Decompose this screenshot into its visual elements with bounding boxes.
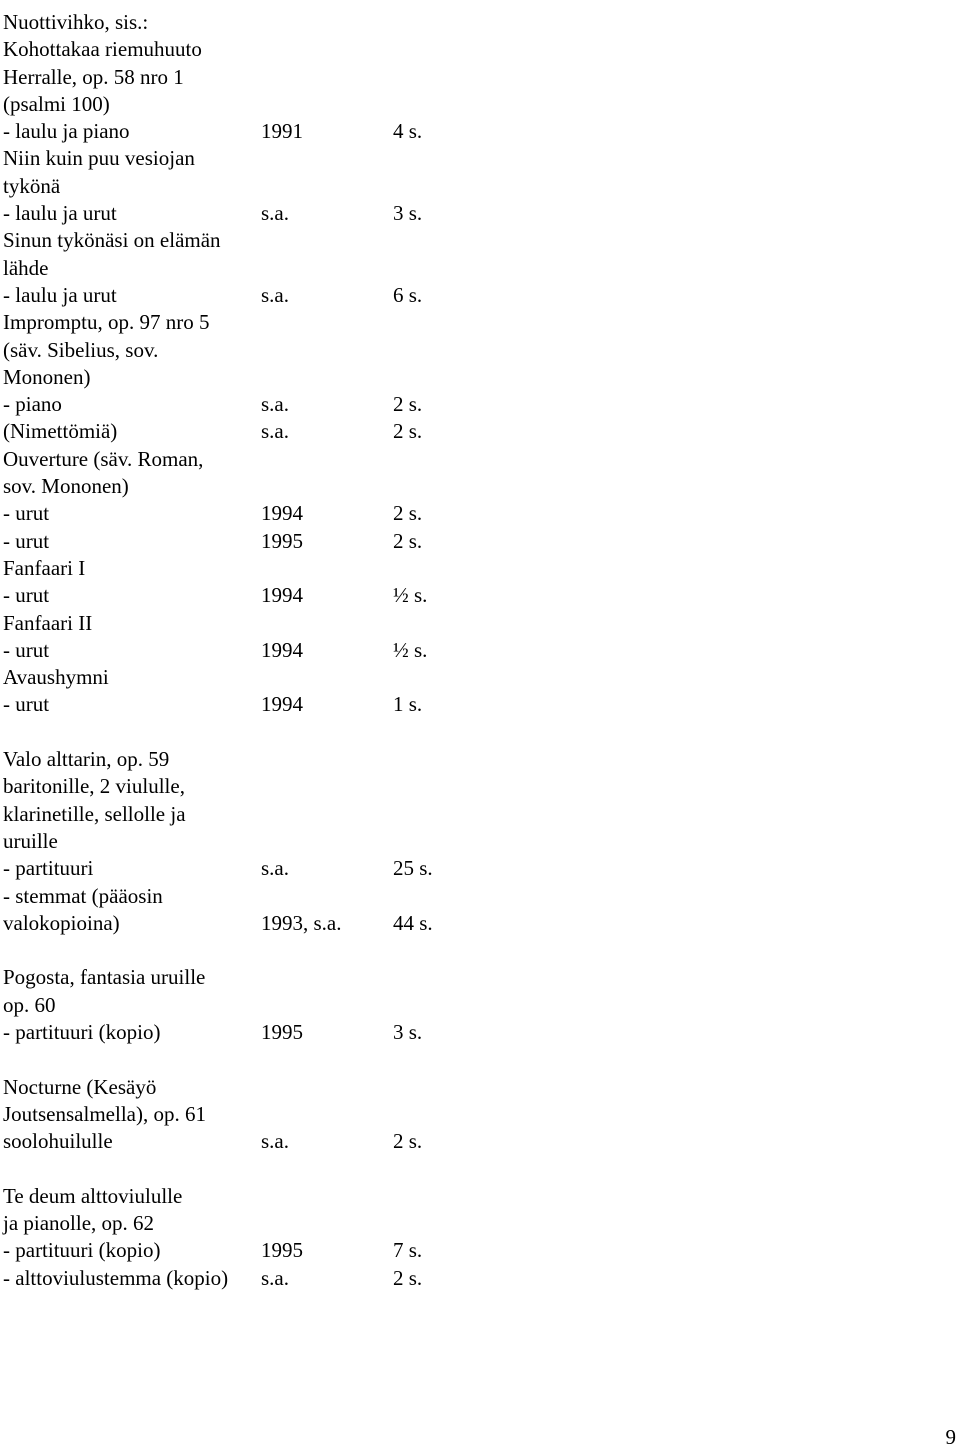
entry-text: soolohuilulle: [3, 1129, 113, 1154]
entry-text: Niin kuin puu vesiojan: [3, 146, 195, 171]
text-line: [3, 1128, 703, 1155]
entry-text: baritonille, 2 viululle,: [3, 774, 185, 799]
entry-text: - urut: [3, 637, 50, 662]
entry-text: Fanfaari I: [3, 555, 86, 580]
text-line: [3, 145, 703, 172]
entry-text: - urut: [3, 528, 50, 553]
text-line: [3, 1237, 703, 1264]
entry-text: - laulu ja urut: [3, 201, 117, 226]
entry-text: Avaushymni: [3, 665, 109, 690]
entry-text: - piano: [3, 392, 62, 417]
entry-year: 1993, s.a.: [261, 910, 342, 935]
entry-text: valokopioina): [3, 910, 120, 935]
entry-text: - urut: [3, 692, 50, 717]
text-line: [3, 1074, 703, 1101]
text-line: [3, 555, 703, 582]
text-line: [3, 828, 703, 855]
entry-text: Pogosta, fantasia uruille: [3, 965, 206, 990]
entry-text: (psalmi 100): [3, 91, 110, 116]
entry-pages: 2 s.: [393, 501, 423, 526]
entry-text: Herralle, op. 58 nro 1: [3, 64, 184, 89]
entry-pages: ½ s.: [393, 583, 428, 608]
text-line: [3, 1101, 703, 1128]
text-line: [3, 773, 703, 800]
text-line: [3, 227, 703, 254]
entry-text: - stemmat (pääosin: [3, 883, 163, 908]
entry-text: Impromptu, op. 97 nro 5: [3, 310, 210, 335]
entry-text: Sinun tykönäsi on elämän: [3, 228, 221, 253]
entry-pages: 2 s.: [393, 392, 423, 417]
entry-year: 1994: [261, 501, 303, 526]
entry-year: s.a.: [261, 392, 289, 417]
entry-pages: 3 s.: [393, 1019, 423, 1044]
entry-text: Kohottakaa riemuhuuto: [3, 37, 202, 62]
text-line: [3, 610, 703, 637]
entry-year: 1995: [261, 1238, 303, 1263]
entry-pages: 2 s.: [393, 419, 423, 444]
entry-text: (säv. Sibelius, sov.: [3, 337, 159, 362]
text-line: [3, 528, 703, 555]
entry-text: - partituuri: [3, 856, 94, 881]
text-line: [3, 664, 703, 691]
entry-text: - laulu ja urut: [3, 282, 117, 307]
text-line: [3, 855, 703, 882]
text-line: [3, 801, 703, 828]
entry-pages: 7 s.: [393, 1238, 423, 1263]
text-line: [3, 746, 703, 773]
entry-year: s.a.: [261, 282, 289, 307]
entry-pages: 6 s.: [393, 282, 423, 307]
entry-pages: 25 s.: [393, 856, 433, 881]
text-line: [3, 473, 703, 500]
text-line: [3, 200, 703, 227]
entry-year: 1994: [261, 637, 303, 662]
entry-text: - urut: [3, 583, 50, 608]
text-line: [3, 582, 703, 609]
entry-text: Ouverture (säv. Roman,: [3, 446, 204, 471]
blank-line: [3, 1155, 703, 1182]
text-line: [3, 64, 703, 91]
entry-text: Nuottivihko, sis.:: [3, 10, 149, 34]
entry-year: 1991: [261, 119, 303, 144]
entry-text: uruille: [3, 828, 58, 853]
text-line: [3, 118, 703, 145]
entry-text: klarinetille, sellolle ja: [3, 801, 186, 826]
entry-text: Joutsensalmella), op. 61: [3, 1101, 206, 1126]
entry-year: s.a.: [261, 1265, 289, 1290]
entry-text: tykönä: [3, 173, 61, 198]
entry-text: - partituuri (kopio): [3, 1019, 161, 1044]
text-line: [3, 337, 703, 364]
entry-text: - urut: [3, 501, 50, 526]
text-line: [3, 446, 703, 473]
entry-year: s.a.: [261, 201, 289, 226]
entry-text: - alttoviulustemma (kopio): [3, 1265, 229, 1290]
entry-text: lähde: [3, 255, 49, 280]
entry-year: 1994: [261, 692, 303, 717]
entry-text: (Nimettömiä): [3, 419, 118, 444]
text-line: [3, 964, 703, 991]
entry-year: 1995: [261, 1019, 303, 1044]
text-line: [3, 1265, 703, 1292]
text-line: [3, 1183, 703, 1210]
blank-line: [3, 719, 703, 746]
entry-text: Nocturne (Kesäyö: [3, 1074, 157, 1099]
entry-pages: ½ s.: [393, 637, 428, 662]
text-line: [3, 91, 703, 118]
entry-year: s.a.: [261, 856, 289, 881]
text-line: [3, 500, 703, 527]
text-line: [3, 1210, 703, 1237]
text-line: [3, 691, 703, 718]
entry-pages: 2 s.: [393, 528, 423, 553]
text-line: [3, 992, 703, 1019]
text-line: [3, 883, 703, 910]
text-line: [3, 418, 703, 445]
entry-text: Mononen): [3, 364, 91, 389]
entry-year: 1995: [261, 528, 303, 553]
entry-text: Fanfaari II: [3, 610, 93, 635]
entry-text: - laulu ja piano: [3, 119, 130, 144]
text-line: [3, 309, 703, 336]
entry-pages: 1 s.: [393, 692, 423, 717]
text-line: [3, 9, 703, 36]
text-line: [3, 391, 703, 418]
entry-text: - partituuri (kopio): [3, 1238, 161, 1263]
text-line: [3, 36, 703, 63]
entry-pages: 44 s.: [393, 910, 433, 935]
entry-pages: 2 s.: [393, 1265, 423, 1290]
page-number: 9: [945, 1425, 956, 1449]
entry-pages: 4 s.: [393, 119, 423, 144]
blank-line: [3, 1046, 703, 1073]
text-line: [3, 282, 703, 309]
entry-year: 1994: [261, 583, 303, 608]
entry-text: Te deum alttoviululle: [3, 1183, 183, 1208]
text-line: [3, 637, 703, 664]
text-line: [3, 364, 703, 391]
text-line: [3, 910, 703, 937]
blank-line: [3, 937, 703, 964]
text-line: [3, 1019, 703, 1046]
text-line: [3, 255, 703, 282]
entry-text: ja pianolle, op. 62: [3, 1211, 155, 1236]
entry-year: s.a.: [261, 419, 289, 444]
entry-pages: 3 s.: [393, 201, 423, 226]
entry-text: Valo alttarin, op. 59: [3, 747, 170, 772]
document-body: [3, 9, 703, 1292]
entry-year: s.a.: [261, 1129, 289, 1154]
entry-pages: 2 s.: [393, 1129, 423, 1154]
entry-text: sov. Mononen): [3, 474, 129, 499]
entry-text: op. 60: [3, 992, 56, 1017]
text-line: [3, 173, 703, 200]
